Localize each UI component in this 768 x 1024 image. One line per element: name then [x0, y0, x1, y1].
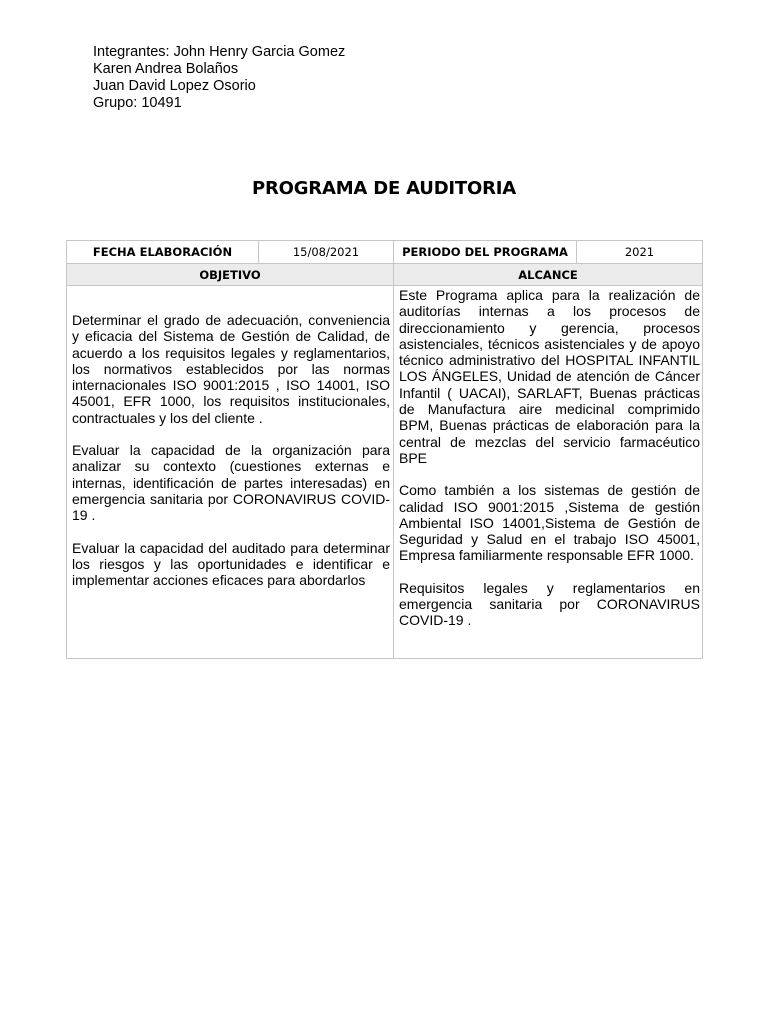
- content-row: [67, 286, 703, 659]
- integrantes-line: Karen Andrea Bolaños: [93, 61, 239, 77]
- objetivo-paragraph: Evaluar la capacidad del auditado para determinar los riesgos y las oportunidades e identificar e implementar acciones eficaces para abordarlos: [72, 539, 390, 589]
- alcance-paragraph: Como también a los sistemas de gestión de calidad ISO 9001:2015 ,Sistema de gestión Ambiental ISO 14001,Sistema de Gestión de Seguridad y Salud en el trabajo ISO 45001, Empresa familiarmente responsable EFR 1000.: [399, 482, 700, 564]
- objetivo-paragraph: Evaluar la capacidad de la organización para analizar su contexto (cuestiones externas e internas, identificación de partes interesadas) en emergencia sanitaria por CORONAVIRUS COVID-19 .: [72, 442, 390, 524]
- alcance-header: ALCANCE: [394, 264, 703, 286]
- integrantes-line: Integrantes: John Henry Garcia Gomez: [93, 44, 346, 60]
- fecha-label: FECHA ELABORACIÓN: [67, 241, 259, 264]
- page-title: PROGRAMA DE AUDITORIA: [251, 178, 517, 199]
- table-header-row: [67, 241, 703, 264]
- integrantes-line: Juan David Lopez Osorio: [93, 78, 256, 94]
- grupo-line: Grupo: 10491: [93, 95, 182, 111]
- alcance-cell: [394, 286, 703, 659]
- alcance-paragraph: Este Programa aplica para la realización de auditorías internas a los procesos de direccionamiento y gerencia, procesos asistenciales, técnicos asistenciales y de apoyo técnico administrativo del HOSPITAL INFANTIL LOS ÁNGELES, Unidad de atención de Cáncer Infantil ( UACAI), SARLAFT, Buenas prácticas de Manufactura aire medicinal comprimido BPM, Buenas prácticas de elaboración para la central de mezclas del servicio farmacéutico BPE: [399, 287, 700, 466]
- objetivo-header: OBJETIVO: [67, 264, 394, 286]
- objetivo-paragraph: Determinar el grado de adecuación, conveniencia y eficacia del Sistema de Gestión de Calidad, de acuerdo a los requisitos legales y reglamentarios, los normativos establecidos por las normas internacionales ISO 9001:2015 , ISO 14001, ISO 45001, EFR 1000, los requisitos institucionales, contractuales y los del cliente .: [72, 312, 390, 426]
- alcance-paragraph: Requisitos legales y reglamentarios en emergencia sanitaria por CORONAVIRUS COVID-19 .: [399, 579, 700, 629]
- objetivo-cell: [67, 286, 394, 659]
- audit-program-table: [66, 240, 703, 659]
- periodo-value: 2021: [577, 241, 703, 264]
- section-header-row: [67, 264, 703, 286]
- fecha-value: 15/08/2021: [259, 241, 394, 264]
- integrantes-block: [93, 44, 345, 112]
- periodo-label: PERIODO DEL PROGRAMA: [394, 241, 577, 264]
